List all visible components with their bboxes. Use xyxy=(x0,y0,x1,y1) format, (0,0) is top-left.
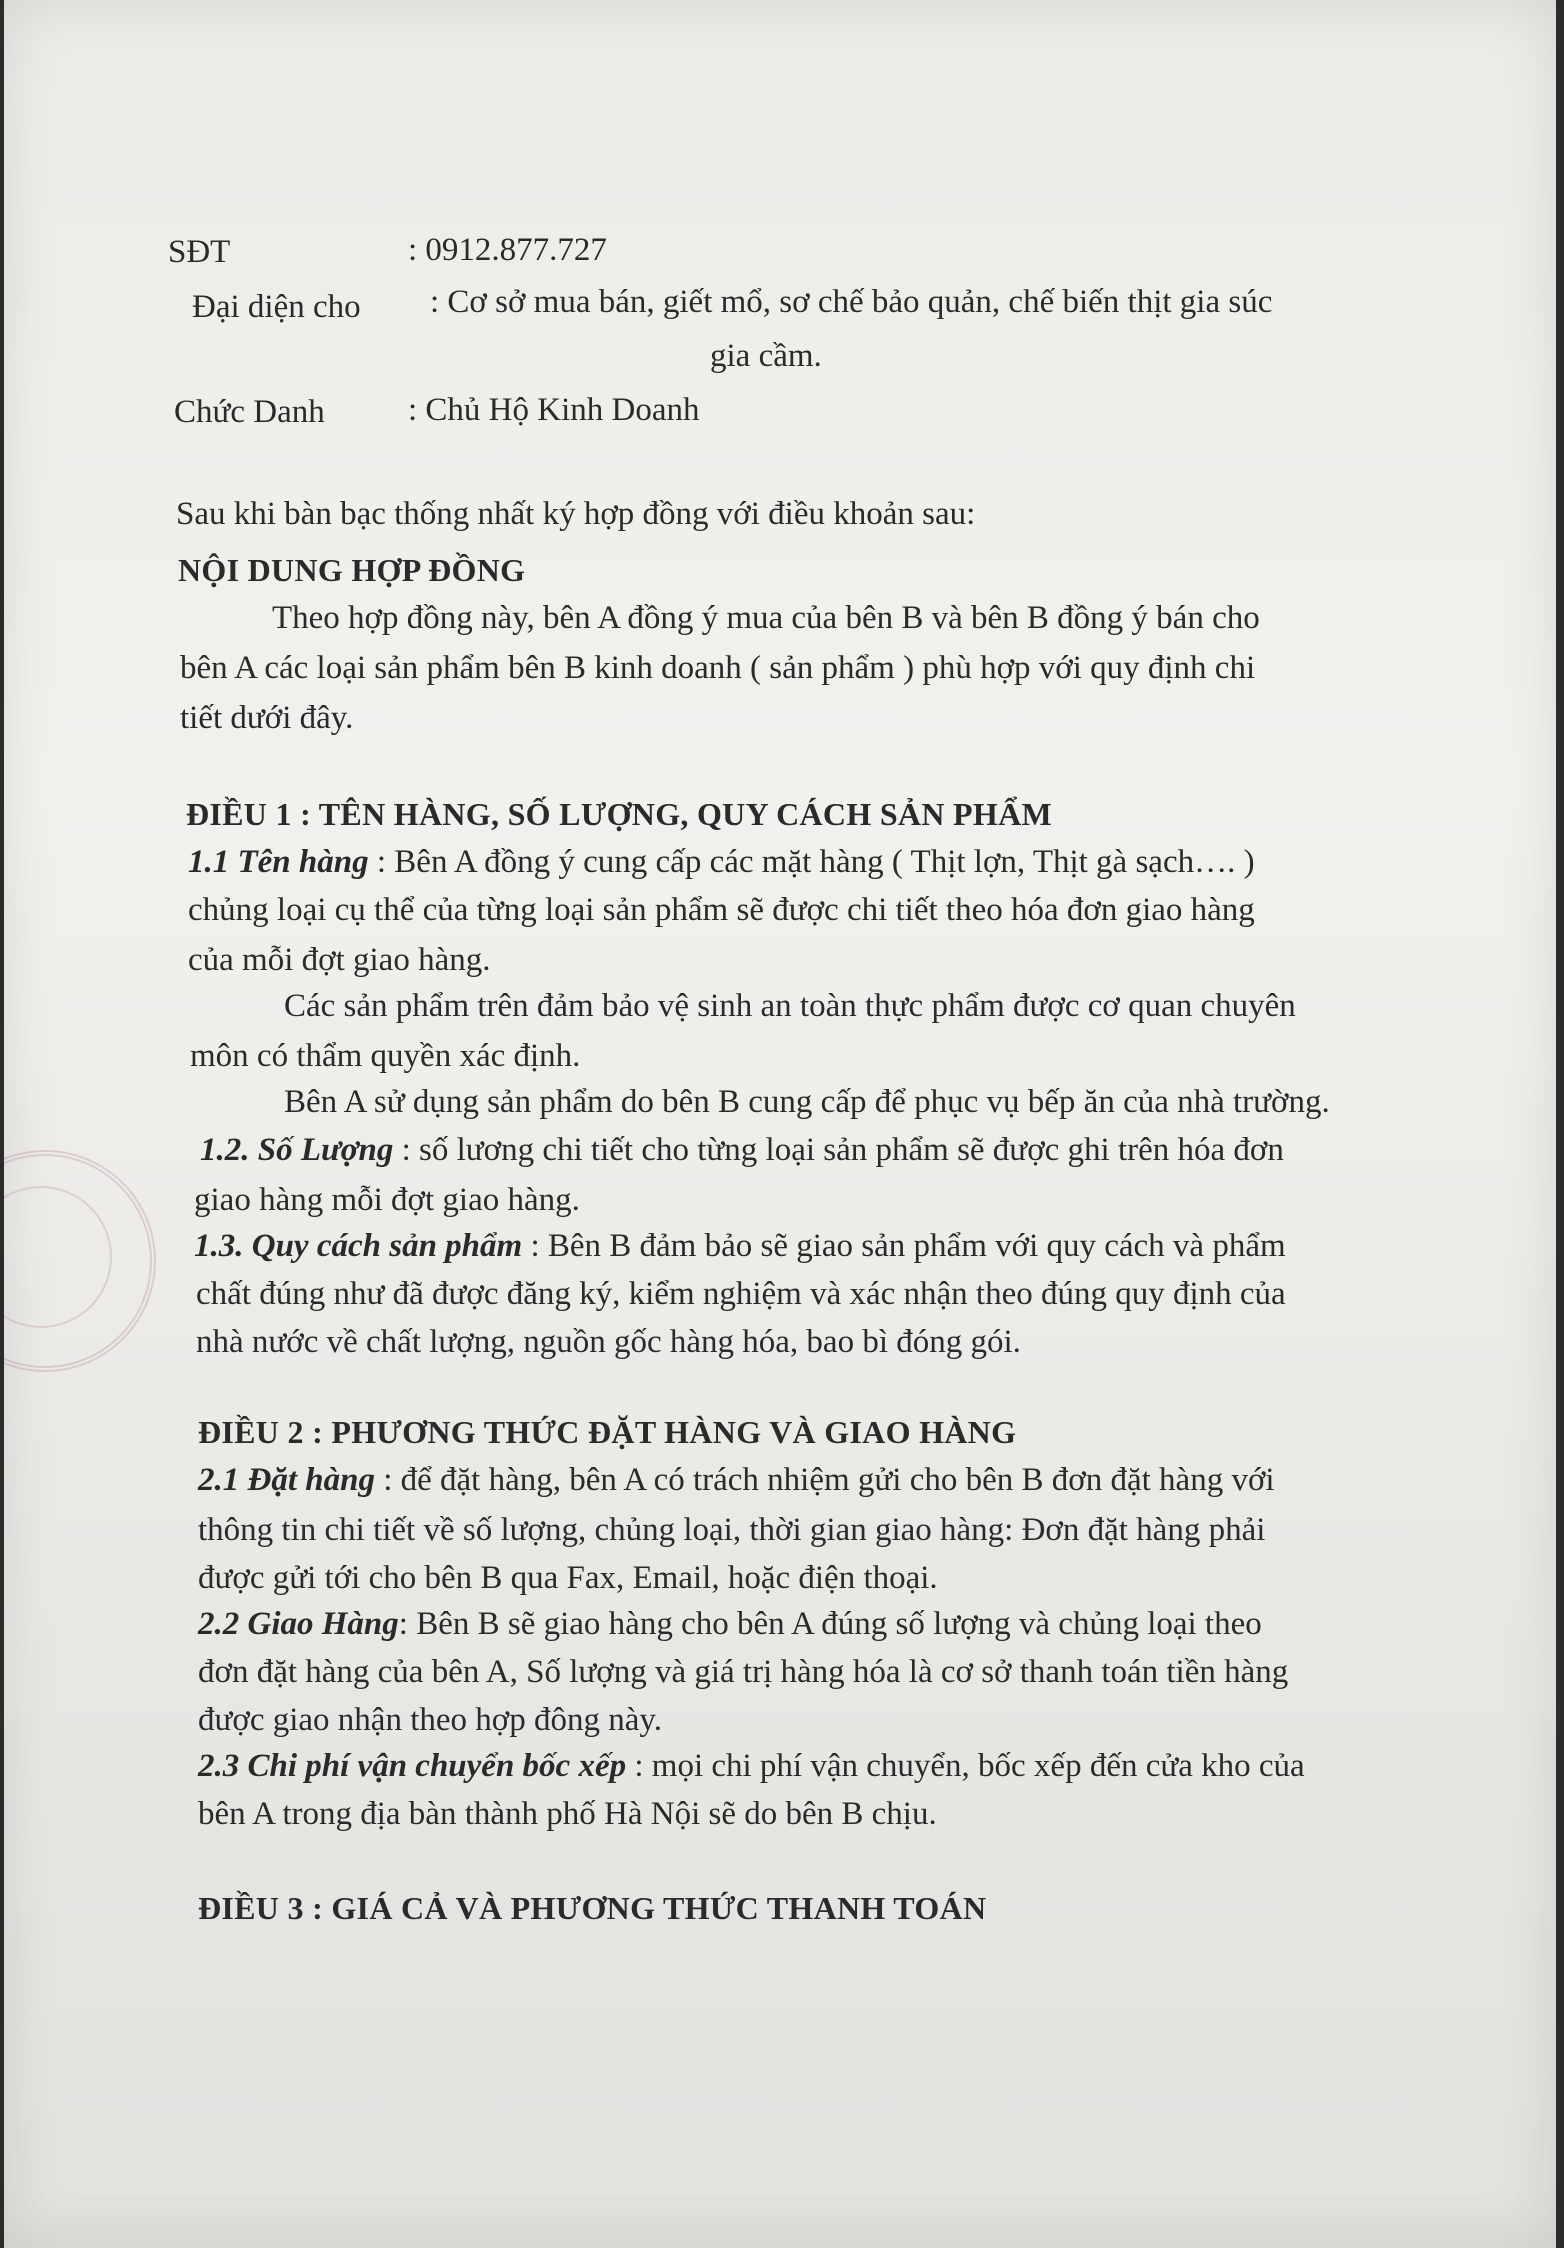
section-2-2-line-2: đơn đặt hàng của bên A, Số lượng và giá trị hàng hóa là cơ sở thanh toán tiền hàng xyxy=(198,1654,1289,1690)
section-1-3-line-1: 1.3. Quy cách sản phẩm : Bên B đảm bảo sẽ giao sản phẩm với quy cách và phẩm xyxy=(194,1228,1286,1264)
representative-label: Đại diện cho xyxy=(192,289,361,325)
representative-value-line-1: : Cơ sở mua bán, giết mổ, sơ chế bảo quản, chế biến thịt gia súc xyxy=(430,284,1273,320)
section-1-2-label: 1.2. Số Lượng xyxy=(200,1132,394,1168)
section-2-2-line-1: 2.2 Giao Hàng: Bên B sẽ giao hàng cho bên A đúng số lượng và chủng loại theo xyxy=(198,1606,1262,1642)
article-2-heading: ĐIỀU 2 : PHƯƠNG THỨC ĐẶT HÀNG VÀ GIAO HÀNG xyxy=(198,1414,1017,1450)
section-2-3-line-1: 2.3 Chi phí vận chuyển bốc xếp : mọi chi phí vận chuyển, bốc xếp đến cửa kho của xyxy=(198,1748,1305,1784)
section-2-3-line-2: bên A trong địa bàn thành phố Hà Nội sẽ do bên B chịu. xyxy=(198,1796,937,1832)
section-2-2-line-3: được giao nhận theo hợp đông này. xyxy=(198,1702,662,1738)
section-2-3-label: 2.3 Chi phí vận chuyển bốc xếp xyxy=(198,1748,627,1784)
position-value: : Chủ Hộ Kinh Doanh xyxy=(408,392,700,428)
section-2-2-label: 2.2 Giao Hàng xyxy=(198,1606,399,1642)
contract-heading: NỘI DUNG HỢP ĐỒNG xyxy=(178,552,526,588)
section-1-3-line-3: nhà nước về chất lượng, nguồn gốc hàng hóa, bao bì đóng gói. xyxy=(196,1324,1021,1360)
document-page xyxy=(4,0,1556,2248)
article-3-heading: ĐIỀU 3 : GIÁ CẢ VÀ PHƯƠNG THỨC THANH TOÁN xyxy=(198,1890,987,1926)
section-1-2-line-1: 1.2. Số Lượng : số lương chi tiết cho từng loại sản phẩm sẽ được ghi trên hóa đơn xyxy=(200,1132,1284,1168)
section-2-1-label: 2.1 Đặt hàng xyxy=(198,1462,375,1498)
contract-para-line-1: Theo hợp đồng này, bên A đồng ý mua của bên B và bên B đồng ý bán cho xyxy=(272,600,1260,636)
usage-para: Bên A sử dụng sản phẩm do bên B cung cấp để phục vụ bếp ăn của nhà trường. xyxy=(284,1084,1330,1120)
phone-label: SĐT xyxy=(168,234,231,270)
section-1-3-line-2: chất đúng như đã được đăng ký, kiểm nghiệm và xác nhận theo đúng quy định của xyxy=(196,1276,1286,1312)
contract-para-line-3: tiết dưới đây. xyxy=(180,700,354,736)
phone-value: : 0912.877.727 xyxy=(408,232,607,268)
section-1-1-label: 1.1 Tên hàng xyxy=(188,844,369,880)
red-stamp-seal xyxy=(4,1150,156,1372)
intro-sentence: Sau khi bàn bạc thống nhất ký hợp đồng với điều khoản sau: xyxy=(176,496,976,532)
section-1-3-label: 1.3. Quy cách sản phẩm xyxy=(194,1228,523,1264)
section-2-1-line-1: 2.1 Đặt hàng : để đặt hàng, bên A có trách nhiệm gửi cho bên B đơn đặt hàng với xyxy=(198,1462,1275,1498)
section-1-2-line-2: giao hàng mỗi đợt giao hàng. xyxy=(194,1182,580,1218)
representative-value-line-2: gia cầm. xyxy=(710,338,822,374)
section-2-1-line-3: được gửi tới cho bên B qua Fax, Email, hoặc điện thoại. xyxy=(198,1560,938,1596)
safety-para-line-1: Các sản phẩm trên đảm bảo vệ sinh an toàn thực phẩm được cơ quan chuyên xyxy=(284,988,1296,1024)
section-1-1-line-3: của mỗi đợt giao hàng. xyxy=(188,942,491,978)
contract-para-line-2: bên A các loại sản phẩm bên B kinh doanh ( sản phẩm ) phù hợp với quy định chi xyxy=(180,650,1256,686)
section-1-1-line-1: 1.1 Tên hàng : Bên A đồng ý cung cấp các mặt hàng ( Thịt lợn, Thịt gà sạch…. ) xyxy=(188,844,1255,880)
section-1-1-line-2: chủng loại cụ thể của từng loại sản phẩm sẽ được chi tiết theo hóa đơn giao hàng xyxy=(188,892,1255,928)
safety-para-line-2: môn có thẩm quyền xác định. xyxy=(190,1038,581,1074)
article-1-heading: ĐIỀU 1 : TÊN HÀNG, SỐ LƯỢNG, QUY CÁCH SẢN PHẨM xyxy=(186,796,1052,832)
position-label: Chức Danh xyxy=(174,394,325,430)
section-2-1-line-2: thông tin chi tiết về số lượng, chủng loại, thời gian giao hàng: Đơn đặt hàng phải xyxy=(198,1512,1266,1548)
